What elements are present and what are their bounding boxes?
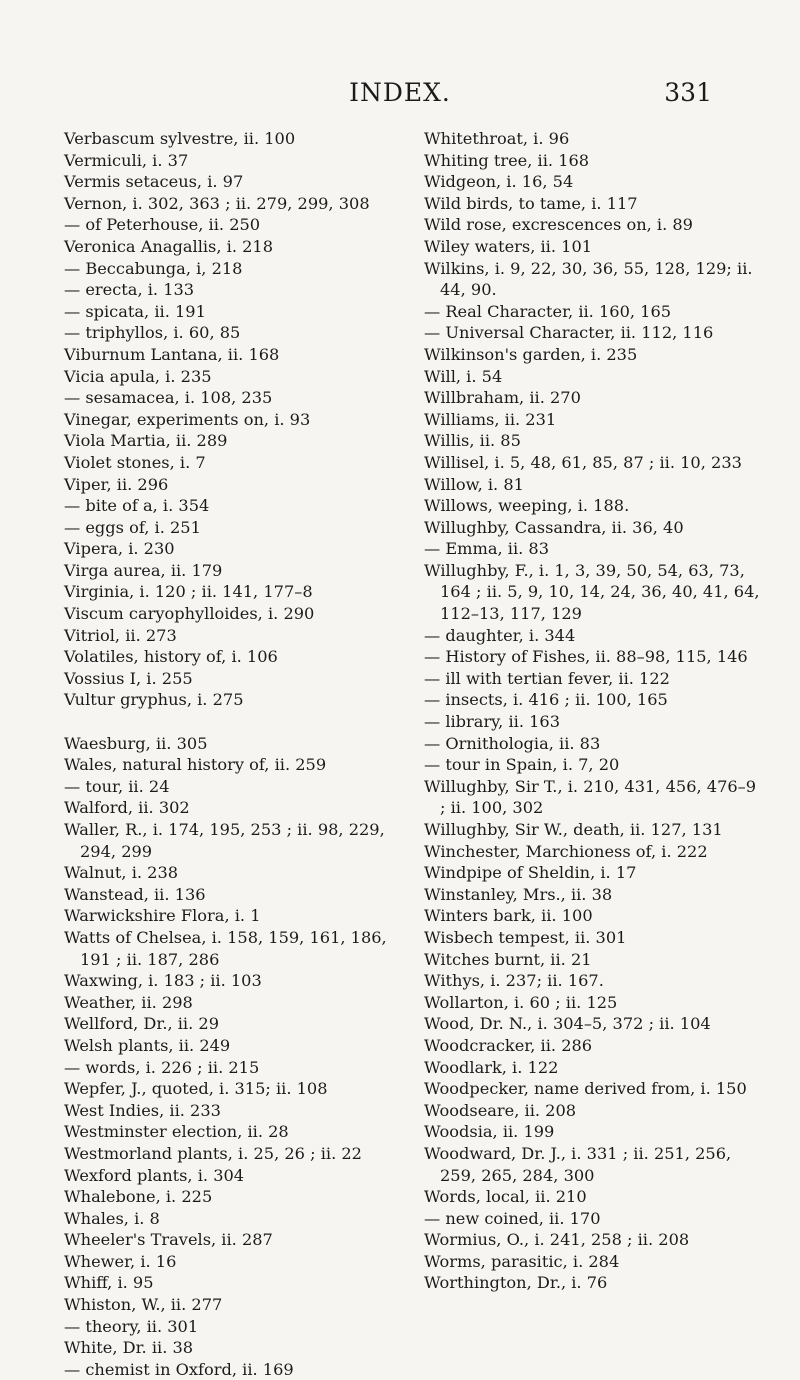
index-entry: Winters bark, ii. 100 xyxy=(424,906,593,926)
index-entry: Wormius, O., i. 241, 258 ; ii. 208 xyxy=(424,1230,690,1250)
index-entry: Wanstead, ii. 136 xyxy=(64,884,206,904)
index-entry: Woodcracker, ii. 286 xyxy=(424,1035,593,1055)
index-entry: — tour in Spain, i. 7, 20 xyxy=(424,755,620,775)
index-entry: Willisel, i. 5, 48, 61, 85, 87 ; ii. 10, 233 xyxy=(424,452,742,472)
index-column-right xyxy=(424,128,762,1294)
index-entry: Weather, ii. 298 xyxy=(64,992,193,1012)
index-entry: Willows, weeping, i. 188. xyxy=(424,496,630,516)
index-entry: Woodward, Dr. J., i. 331 ; ii. 251, 256, 259, 265, 284, 300 xyxy=(424,1143,732,1185)
index-entry: Whiting tree, ii. 168 xyxy=(424,150,590,170)
index-entry: Whewer, i. 16 xyxy=(64,1251,177,1271)
index-entry: Vicia apula, i. 235 xyxy=(64,366,212,386)
index-entry: Wood, Dr. N., i. 304–5, 372 ; ii. 104 xyxy=(424,1014,711,1034)
index-entry: Wilkinson's garden, i. 235 xyxy=(424,344,638,364)
index-entry: Wollarton, i. 60 ; ii. 125 xyxy=(424,992,618,1012)
index-entry: — theory, ii. 301 xyxy=(64,1316,199,1336)
index-entry: Westmorland plants, i. 25, 26 ; ii. 22 xyxy=(64,1143,362,1163)
index-entry: Vermis setaceus, i. 97 xyxy=(64,172,244,192)
index-entry: Whales, i. 8 xyxy=(64,1208,160,1228)
index-entry: Witches burnt, ii. 21 xyxy=(424,949,592,969)
index-entry: Withys, i. 237; ii. 167. xyxy=(424,971,604,991)
index-entry: — chemist in Oxford, ii. 169 xyxy=(64,1359,294,1379)
index-entry: Vitriol, ii. 273 xyxy=(64,625,177,645)
index-entry: — sesamacea, i. 108, 235 xyxy=(64,388,273,408)
index-entry: Viper, ii. 296 xyxy=(64,474,169,494)
index-entry: Veronica Anagallis, i. 218 xyxy=(64,236,274,256)
index-entry: Welsh plants, ii. 249 xyxy=(64,1035,231,1055)
index-entry: Whalebone, i. 225 xyxy=(64,1187,213,1207)
index-entry: Wepfer, J., quoted, i. 315; ii. 108 xyxy=(64,1079,328,1099)
index-entry: — History of Fishes, ii. 88–98, 115, 146 xyxy=(424,647,748,667)
index-entry: Vermiculi, i. 37 xyxy=(64,150,189,170)
index-entry: Wild rose, excrescences on, i. 89 xyxy=(424,215,693,235)
index-entry: Worthington, Dr., i. 76 xyxy=(424,1273,608,1293)
index-entry: — Ornithologia, ii. 83 xyxy=(424,733,601,753)
index-entry: Worms, parasitic, i. 284 xyxy=(424,1251,620,1271)
index-entry: Wales, natural history of, ii. 259 xyxy=(64,755,327,775)
index-entry: Words, local, ii. 210 xyxy=(424,1187,587,1207)
index-entry: Violet stones, i. 7 xyxy=(64,452,206,472)
index-entry: Willughby, Sir W., death, ii. 127, 131 xyxy=(424,820,723,839)
index-entry: Waller, R., i. 174, 195, 253 ; ii. 98, 229, 294, 299 xyxy=(64,820,385,861)
index-entry: Viola Martia, ii. 289 xyxy=(64,431,228,451)
index-entry: — erecta, i. 133 xyxy=(64,280,195,300)
index-entry: Willughby, Cassandra, ii. 36, 40 xyxy=(424,517,684,537)
index-entry: — words, i. 226 ; ii. 215 xyxy=(64,1057,260,1077)
index-entry: Wexford plants, i. 304 xyxy=(64,1165,245,1185)
index-entry: Wild birds, to tame, i. 117 xyxy=(424,193,638,213)
index-entry: Waesburg, ii. 305 xyxy=(64,733,208,753)
page-title: INDEX. xyxy=(349,78,451,107)
index-entry: Wisbech tempest, ii. 301 xyxy=(424,927,627,947)
index-entry: Virginia, i. 120 ; ii. 141, 177–8 xyxy=(64,582,313,602)
index-entry: — bite of a, i. 354 xyxy=(64,496,210,516)
index-entry: Woodpecker, name derived from, i. 150 xyxy=(424,1079,747,1099)
page-header xyxy=(0,78,800,114)
index-entry: Vipera, i. 230 xyxy=(64,539,175,559)
index-entry: Woodlark, i. 122 xyxy=(424,1057,559,1077)
index-entry: Waxwing, i. 183 ; ii. 103 xyxy=(64,971,262,991)
index-entry: — Beccabunga, i, 218 xyxy=(64,258,243,278)
index-entry: Wiley waters, ii. 101 xyxy=(424,236,593,256)
index-entry: Wilkins, i. 9, 22, 30, 36, 55, 128, 129; ii. 44, 90. xyxy=(424,258,753,300)
index-entry: — of Peterhouse, ii. 250 xyxy=(64,215,261,235)
index-entry: — ill with tertian fever, ii. 122 xyxy=(424,668,670,688)
index-entry: Williams, ii. 231 xyxy=(424,409,557,429)
index-entry: — eggs of, i. 251 xyxy=(64,517,201,537)
index-entry: Whiff, i. 95 xyxy=(64,1273,154,1293)
index-entry: — new coined, ii. 170 xyxy=(424,1208,601,1228)
index-entry: Vultur gryphus, i. 275 xyxy=(64,690,244,710)
index-entry: Wellford, Dr., ii. 29 xyxy=(64,1014,219,1034)
index-entry: Winchester, Marchioness of, i. 222 xyxy=(424,841,708,861)
index-entry: Volatiles, history of, i. 106 xyxy=(64,647,278,667)
index-entry: Willughby, F., i. 1, 3, 39, 50, 54, 63, 73, 164 ; ii. 5, 9, 10, 14, 24, 36, 40, 41, 64, 112–13, 117, 129 xyxy=(424,560,760,624)
index-entry: — insects, i. 416 ; ii. 100, 165 xyxy=(424,690,668,710)
index-entry: Whiston, W., ii. 277 xyxy=(64,1295,223,1315)
index-entry: Whitethroat, i. 96 xyxy=(424,129,570,148)
index-column-left xyxy=(64,128,402,1380)
index-entry: Watts of Chelsea, i. 158, 159, 161, 186, 191 ; ii. 187, 286 xyxy=(64,927,387,969)
index-entry: Walford, ii. 302 xyxy=(64,798,190,818)
index-entry: Viburnum Lantana, ii. 168 xyxy=(64,344,280,364)
index-entry: Westminster election, ii. 28 xyxy=(64,1122,289,1142)
index-entry: Vossius I, i. 255 xyxy=(64,668,193,688)
index-entry: — Emma, ii. 83 xyxy=(424,539,550,559)
index-entry: — Real Character, ii. 160, 165 xyxy=(424,301,672,321)
index-entry: Willughby, Sir T., i. 210, 431, 456, 476–9 ; ii. 100, 302 xyxy=(424,776,757,818)
index-entry: White, Dr. ii. 38 xyxy=(64,1338,194,1358)
index-entry: Windpipe of Sheldin, i. 17 xyxy=(424,863,637,883)
index-entry: Wheeler's Travels, ii. 287 xyxy=(64,1230,273,1250)
section-gap xyxy=(64,711,402,733)
index-entry: Vernon, i. 302, 363 ; ii. 279, 299, 308 xyxy=(64,193,370,213)
index-entry: Will, i. 54 xyxy=(424,366,503,386)
index-entry: Virga aurea, ii. 179 xyxy=(64,560,223,580)
index-entry: — tour, ii. 24 xyxy=(64,776,170,796)
index-entry: — library, ii. 163 xyxy=(424,712,561,732)
index-entry: West Indies, ii. 233 xyxy=(64,1100,221,1120)
index-entry: Vinegar, experiments on, i. 93 xyxy=(64,409,311,429)
index-entry: Woodseare, ii. 208 xyxy=(424,1100,577,1120)
page-number: 331 xyxy=(664,78,712,107)
index-entry: Walnut, i. 238 xyxy=(64,863,179,883)
index-entry: Winstanley, Mrs., ii. 38 xyxy=(424,884,613,904)
index-entry: — Universal Character, ii. 112, 116 xyxy=(424,323,714,343)
index-entry: — daughter, i. 344 xyxy=(424,625,576,645)
index-entry: Willow, i. 81 xyxy=(424,474,524,494)
index-entry: Woodsia, ii. 199 xyxy=(424,1122,555,1142)
index-entry: Willbraham, ii. 270 xyxy=(424,388,581,408)
index-entry: — spicata, ii. 191 xyxy=(64,301,206,321)
index-entry: Warwickshire Flora, i. 1 xyxy=(64,906,261,926)
index-entry: — triphyllos, i. 60, 85 xyxy=(64,323,241,343)
index-entry: Viscum caryophylloides, i. 290 xyxy=(64,604,315,624)
index-entry: Willis, ii. 85 xyxy=(424,431,521,451)
index-entry: Verbascum sylvestre, ii. 100 xyxy=(64,129,296,148)
index-entry: Widgeon, i. 16, 54 xyxy=(424,172,574,192)
